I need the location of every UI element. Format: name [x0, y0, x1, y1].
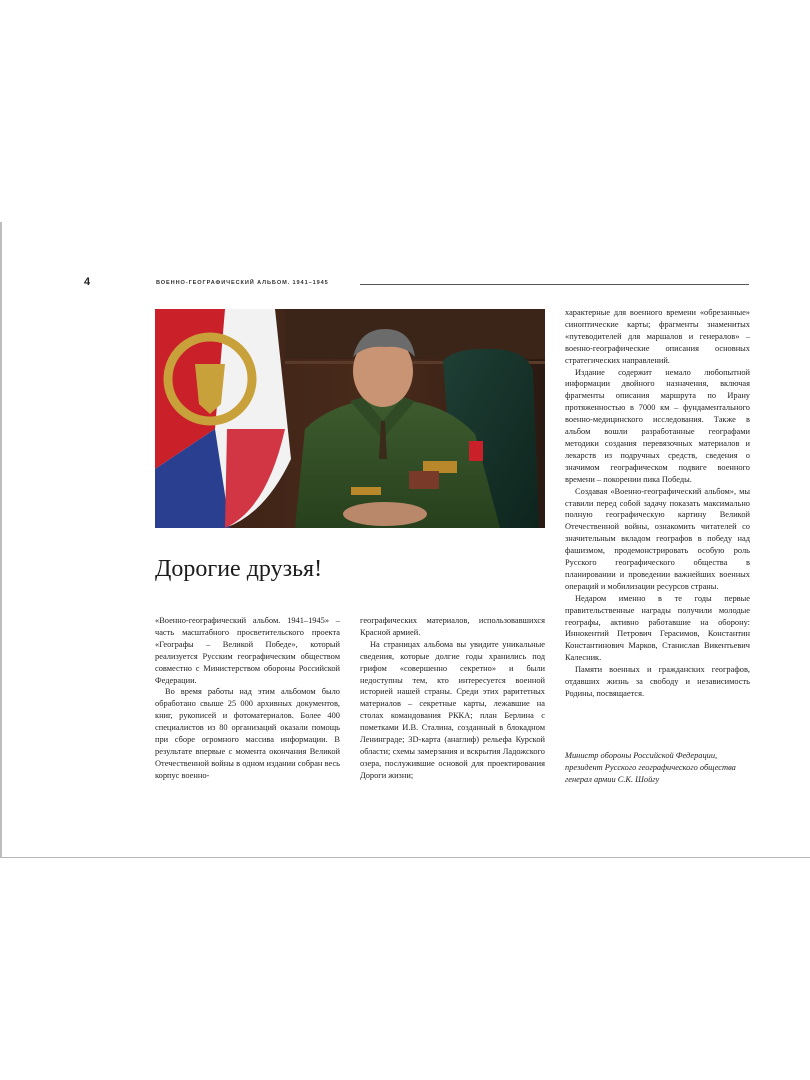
- page-number: 4: [84, 276, 91, 288]
- paragraph: Во время работы над этим альбомом было обработано свыше 25 000 архивных документов, книг, рукописей и фотоматериалов. Более 400 специалистов из 80 организаций оказали помощь при сборе огромного массива информации. В результате впервые с момента окончания Великой Отечественной войны в одном издании собран весь корпус военно-: [155, 687, 340, 780]
- signature-line: Министр обороны Российской Федерации,: [565, 751, 718, 760]
- text-column-1: [155, 615, 340, 782]
- signature-line: генерал армии С.К. Шойгу: [565, 774, 660, 784]
- photo-portrait-icon: [155, 309, 545, 528]
- signature-line: президент Русского географического общества: [565, 762, 736, 772]
- paragraph: Памяти военных и гражданских географов, отдавших жизнь за свободу и независимость Родины, посвящается.: [565, 665, 750, 698]
- paragraph: На страницах альбома вы увидите уникальные сведения, которые долгие годы хранились под грифом «совершенно секретно» и были недоступны тем, кто интересуется военной историей нашей страны. Среди этих раритетных материалов – секретные карты, лежавшие на столах командования РККА; план Берлина с пометками И.В. Сталина, созданный в блокадном Ленинграде; 3D-карта (анаглиф) рельефа Курской области; схемы замерзания и вскрытия Ладожского озера, послужившие основой для проектирования Дороги жизни;: [360, 639, 545, 780]
- page-title: Дорогие друзья!: [155, 556, 323, 582]
- portrait-photo: [155, 309, 545, 528]
- paragraph: характерные для военного времени «обрезанные» синоптические карты; фрагменты знаменитых «путеводителей для маршалов и генералов» – военно-географические описания основных стратегических направлений.: [565, 308, 750, 365]
- text-column-2: [360, 615, 545, 782]
- header-rule: [360, 284, 749, 285]
- paragraph: Создавая «Военно-географический альбом», мы ставили перед собой задачу показать максимально полную географическую картину Великой Отечественной войны, ознакомить читателей со значительным вкладом географов в победу над фашизмом, продемонстрировать особую роль Русского географического общества в планировании и проведении важнейших военных операций и мобилизации ресурсов страны.: [565, 486, 750, 591]
- running-head: ВОЕННО-ГЕОГРАФИЧЕСКИЙ АЛЬБОМ. 1941–1945: [156, 280, 329, 286]
- paragraph: географических материалов, использовавшихся Красной армией.: [360, 616, 545, 637]
- text-column-3: [565, 307, 750, 700]
- paragraph: Недаром именно в те годы первые правительственные награды получили молодые географы, активно работавшие на оборону: Иннокентий Петрович Герасимов, Константин Константинович Марков, Станислав Викентьевич Калесник.: [565, 593, 750, 663]
- signature-block: [565, 750, 755, 786]
- paragraph: «Военно-географический альбом. 1941–1945» – часть масштабного просветительского проекта «Географы – Великой Победе», который реализуется Русским географическим обществом совместно с Министерством обороны Российской Федерации.: [155, 616, 340, 685]
- paragraph: Издание содержит немало любопытной информации двойного назначения, включая фрагменты описания маршрута по Ирану протяженностью в 7000 км – фундаментального военно-медицинского исследования. Также в альбом вошли разработанные географами методики создания перевязочных материалов и лекарств из подручных средств, сведения о значимом географическом подвиге военного времени – покорении пика Победы.: [565, 367, 750, 484]
